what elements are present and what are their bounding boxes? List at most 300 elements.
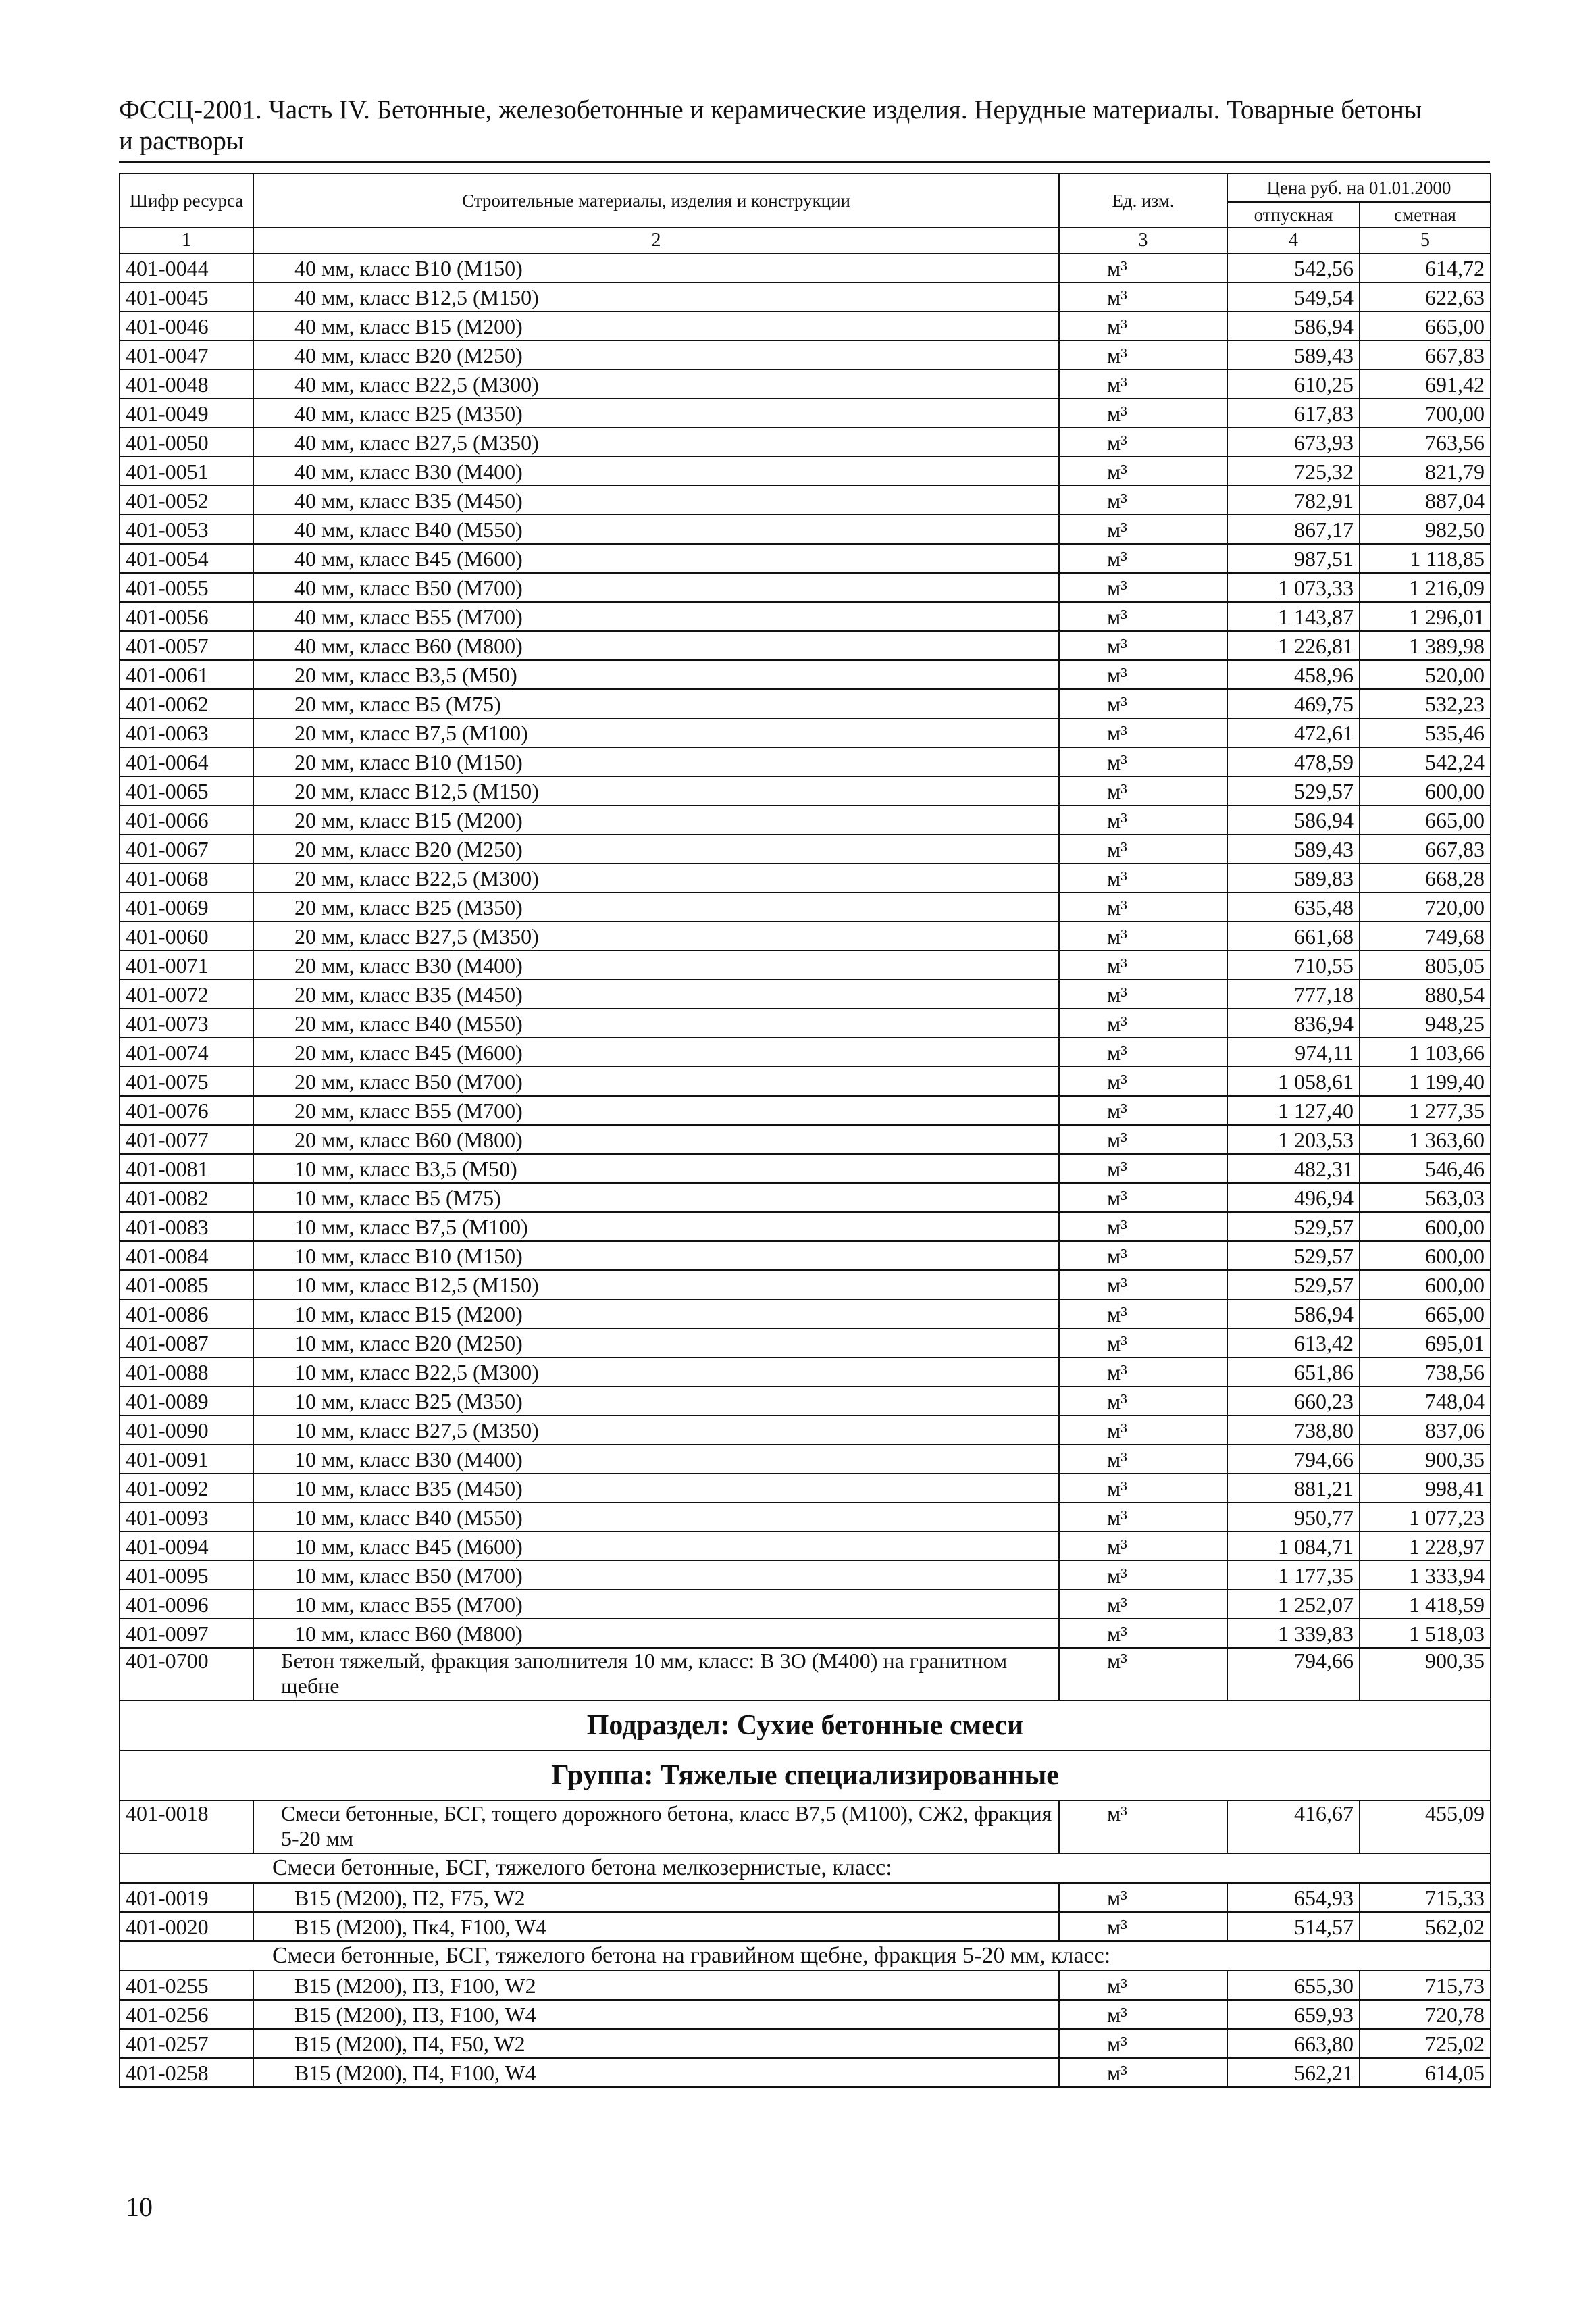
unit-cell: м³: [1059, 1801, 1227, 1853]
estimate-price: 880,54: [1360, 980, 1491, 1009]
estimate-price: 665,00: [1360, 1299, 1491, 1328]
resource-code: 401-0257: [120, 2029, 253, 2058]
unit-cell: м³: [1059, 341, 1227, 370]
table-row: [120, 1619, 1491, 1648]
resource-code: 401-0061: [120, 660, 253, 689]
release-price: 725,32: [1227, 457, 1360, 486]
table-row: [120, 573, 1491, 602]
resource-code: 401-0020: [120, 1912, 253, 1941]
material-name: 40 мм, класс В40 (М550): [253, 515, 1059, 544]
table-row: [120, 660, 1491, 689]
table-row: [120, 1912, 1491, 1941]
material-name: В15 (М200), П4, F50, W2: [253, 2029, 1059, 2058]
resource-code: 401-0089: [120, 1386, 253, 1415]
release-price: 782,91: [1227, 486, 1360, 515]
release-price: 660,23: [1227, 1386, 1360, 1415]
unit-cell: м³: [1059, 776, 1227, 805]
table-row: [120, 834, 1491, 863]
estimate-price: 749,68: [1360, 922, 1491, 951]
release-price: 1 252,07: [1227, 1590, 1360, 1619]
material-name: 40 мм, класс В30 (М400): [253, 457, 1059, 486]
resource-code: 401-0057: [120, 631, 253, 660]
table-row: [120, 1241, 1491, 1270]
material-name: 20 мм, класс В40 (М550): [253, 1009, 1059, 1038]
resource-code: 401-0082: [120, 1183, 253, 1212]
unit-cell: м³: [1059, 311, 1227, 341]
subgroup-note: Смеси бетонные, БСГ, тяжелого бетона мелкозернистые, класс:: [120, 1853, 1491, 1883]
unit-cell: м³: [1059, 863, 1227, 892]
release-price: 738,80: [1227, 1415, 1360, 1444]
release-price: 496,94: [1227, 1183, 1360, 1212]
estimate-price: 1 103,66: [1360, 1038, 1491, 1067]
resource-code: 401-0258: [120, 2058, 253, 2087]
resource-code: 401-0077: [120, 1125, 253, 1154]
estimate-price: 668,28: [1360, 863, 1491, 892]
material-name: В15 (М200), П4, F100, W4: [253, 2058, 1059, 2087]
resource-code: 401-0045: [120, 282, 253, 311]
material-name: В15 (М200), Пк4, F100, W4: [253, 1912, 1059, 1941]
resource-code: 401-0087: [120, 1328, 253, 1357]
material-name: 10 мм, класс В10 (М150): [253, 1241, 1059, 1270]
header-release-price: отпускная: [1227, 202, 1360, 228]
estimate-price: 1 199,40: [1360, 1067, 1491, 1096]
unit-cell: м³: [1059, 951, 1227, 980]
unit-cell: м³: [1059, 1067, 1227, 1096]
unit-cell: м³: [1059, 1415, 1227, 1444]
column-number: 5: [1360, 228, 1491, 253]
table-row: [120, 1801, 1491, 1853]
table-row: [120, 631, 1491, 660]
unit-cell: м³: [1059, 1503, 1227, 1532]
estimate-price: 982,50: [1360, 515, 1491, 544]
table-row: [120, 2058, 1491, 2087]
table-row: [120, 341, 1491, 370]
resource-code: 401-0068: [120, 863, 253, 892]
table-header-row: [120, 174, 1491, 202]
resource-code: 401-0050: [120, 428, 253, 457]
unit-cell: м³: [1059, 544, 1227, 573]
table-row: [120, 863, 1491, 892]
release-price: 617,83: [1227, 399, 1360, 428]
release-price: 663,80: [1227, 2029, 1360, 2058]
table-row: [120, 776, 1491, 805]
table-row: [120, 311, 1491, 341]
material-name: 10 мм, класс В30 (М400): [253, 1444, 1059, 1474]
resource-code: 401-0062: [120, 689, 253, 718]
release-price: 654,93: [1227, 1883, 1360, 1912]
header-price: Цена руб. на 01.01.2000: [1227, 174, 1491, 202]
estimate-price: 998,41: [1360, 1474, 1491, 1503]
table-row: [120, 1328, 1491, 1357]
release-price: 974,11: [1227, 1038, 1360, 1067]
unit-cell: м³: [1059, 1971, 1227, 2000]
unit-cell: м³: [1059, 1532, 1227, 1561]
table-row: [120, 922, 1491, 951]
table-row: [120, 486, 1491, 515]
release-price: 651,86: [1227, 1357, 1360, 1386]
subgroup-note-row: [120, 1853, 1491, 1883]
release-price: 836,94: [1227, 1009, 1360, 1038]
header-code: Шифр ресурса: [120, 174, 253, 228]
table-row: [120, 805, 1491, 834]
estimate-price: 546,46: [1360, 1154, 1491, 1183]
release-price: 589,83: [1227, 863, 1360, 892]
unit-cell: м³: [1059, 1648, 1227, 1701]
unit-cell: м³: [1059, 1328, 1227, 1357]
unit-cell: м³: [1059, 922, 1227, 951]
table-row: [120, 457, 1491, 486]
estimate-price: 667,83: [1360, 834, 1491, 863]
table-row: [120, 2000, 1491, 2029]
table-row: [120, 282, 1491, 311]
subgroup-note: Смеси бетонные, БСГ, тяжелого бетона на гравийном щебне, фракция 5-20 мм, класс:: [120, 1941, 1491, 1971]
unit-cell: м³: [1059, 1096, 1227, 1125]
release-price: 1 073,33: [1227, 573, 1360, 602]
estimate-price: 600,00: [1360, 1270, 1491, 1299]
estimate-price: 837,06: [1360, 1415, 1491, 1444]
resource-code: 401-0071: [120, 951, 253, 980]
release-price: 586,94: [1227, 311, 1360, 341]
header-unit: Ед. изм.: [1059, 174, 1227, 228]
estimate-price: 1 228,97: [1360, 1532, 1491, 1561]
material-name: 10 мм, класс В60 (М800): [253, 1619, 1059, 1648]
resource-code: 401-0095: [120, 1561, 253, 1590]
material-name: 20 мм, класс В27,5 (М350): [253, 922, 1059, 951]
table-row: [120, 399, 1491, 428]
estimate-price: 665,00: [1360, 805, 1491, 834]
table-row: [120, 370, 1491, 399]
resource-code: 401-0046: [120, 311, 253, 341]
unit-cell: м³: [1059, 1357, 1227, 1386]
unit-cell: м³: [1059, 457, 1227, 486]
material-name: 10 мм, класс В22,5 (М300): [253, 1357, 1059, 1386]
material-name: 40 мм, класс В35 (М450): [253, 486, 1059, 515]
table-row: [120, 1212, 1491, 1241]
unit-cell: м³: [1059, 1212, 1227, 1241]
estimate-price: 715,73: [1360, 1971, 1491, 2000]
resource-code: 401-0074: [120, 1038, 253, 1067]
table-row: [120, 1474, 1491, 1503]
table-row: [120, 718, 1491, 747]
estimate-price: 887,04: [1360, 486, 1491, 515]
material-name: 20 мм, класс В3,5 (М50): [253, 660, 1059, 689]
resource-code: 401-0094: [120, 1532, 253, 1561]
unit-cell: м³: [1059, 1444, 1227, 1474]
resource-code: 401-0052: [120, 486, 253, 515]
unit-cell: м³: [1059, 2000, 1227, 2029]
resource-code: 401-0255: [120, 1971, 253, 2000]
table-row: [120, 1009, 1491, 1038]
estimate-price: 667,83: [1360, 341, 1491, 370]
release-price: 867,17: [1227, 515, 1360, 544]
table-row: [120, 1125, 1491, 1154]
table-row: [120, 544, 1491, 573]
table-row: [120, 951, 1491, 980]
resource-code: 401-0256: [120, 2000, 253, 2029]
resource-code: 401-0093: [120, 1503, 253, 1532]
unit-cell: м³: [1059, 1590, 1227, 1619]
unit-cell: м³: [1059, 1125, 1227, 1154]
table-row: [120, 980, 1491, 1009]
release-price: 562,21: [1227, 2058, 1360, 2087]
unit-cell: м³: [1059, 1619, 1227, 1648]
material-name: 40 мм, класс В25 (М350): [253, 399, 1059, 428]
material-name: В15 (М200), П2, F75, W2: [253, 1883, 1059, 1912]
unit-cell: м³: [1059, 1474, 1227, 1503]
table-row: [120, 1270, 1491, 1299]
material-name: 10 мм, класс В7,5 (М100): [253, 1212, 1059, 1241]
release-price: 529,57: [1227, 1241, 1360, 1270]
resource-code: 401-0090: [120, 1415, 253, 1444]
table-row: [120, 1386, 1491, 1415]
material-name: 10 мм, класс В12,5 (М150): [253, 1270, 1059, 1299]
table-row: [120, 2029, 1491, 2058]
price-table: [119, 173, 1491, 2088]
estimate-price: 614,72: [1360, 253, 1491, 282]
resource-code: 401-0096: [120, 1590, 253, 1619]
release-price: 1 339,83: [1227, 1619, 1360, 1648]
release-price: 1 058,61: [1227, 1067, 1360, 1096]
material-name: 10 мм, класс В15 (М200): [253, 1299, 1059, 1328]
estimate-price: 562,02: [1360, 1912, 1491, 1941]
table-row: [120, 1096, 1491, 1125]
resource-code: 401-0060: [120, 922, 253, 951]
table-row: [120, 1503, 1491, 1532]
estimate-price: 532,23: [1360, 689, 1491, 718]
table-row: [120, 747, 1491, 776]
material-name: 20 мм, класс В25 (М350): [253, 892, 1059, 922]
resource-code: 401-0044: [120, 253, 253, 282]
release-price: 987,51: [1227, 544, 1360, 573]
resource-code: 401-0073: [120, 1009, 253, 1038]
resource-code: 401-0081: [120, 1154, 253, 1183]
estimate-price: 900,35: [1360, 1444, 1491, 1474]
release-price: 478,59: [1227, 747, 1360, 776]
release-price: 1 084,71: [1227, 1532, 1360, 1561]
unit-cell: м³: [1059, 515, 1227, 544]
table-row: [120, 1415, 1491, 1444]
release-price: 529,57: [1227, 1212, 1360, 1241]
material-name: 40 мм, класс В27,5 (М350): [253, 428, 1059, 457]
release-price: 635,48: [1227, 892, 1360, 922]
release-price: 613,42: [1227, 1328, 1360, 1357]
unit-cell: м³: [1059, 486, 1227, 515]
estimate-price: 691,42: [1360, 370, 1491, 399]
estimate-price: 1 216,09: [1360, 573, 1491, 602]
release-price: 655,30: [1227, 1971, 1360, 2000]
unit-cell: м³: [1059, 892, 1227, 922]
material-name: 40 мм, класс В45 (М600): [253, 544, 1059, 573]
material-name: В15 (М200), П3, F100, W4: [253, 2000, 1059, 2029]
estimate-price: 720,78: [1360, 2000, 1491, 2029]
resource-code: 401-0019: [120, 1883, 253, 1912]
estimate-price: 1 518,03: [1360, 1619, 1491, 1648]
table-row: [120, 515, 1491, 544]
estimate-price: 600,00: [1360, 1212, 1491, 1241]
material-name: 10 мм, класс В5 (М75): [253, 1183, 1059, 1212]
release-price: 950,77: [1227, 1503, 1360, 1532]
estimate-price: 1 389,98: [1360, 631, 1491, 660]
unit-cell: м³: [1059, 1038, 1227, 1067]
material-name: 40 мм, класс В10 (М150): [253, 253, 1059, 282]
column-number: 1: [120, 228, 253, 253]
unit-cell: м³: [1059, 370, 1227, 399]
resource-code: 401-0054: [120, 544, 253, 573]
unit-cell: м³: [1059, 834, 1227, 863]
unit-cell: м³: [1059, 1386, 1227, 1415]
unit-cell: м³: [1059, 1270, 1227, 1299]
estimate-price: 805,05: [1360, 951, 1491, 980]
unit-cell: м³: [1059, 573, 1227, 602]
material-name: 10 мм, класс В20 (М250): [253, 1328, 1059, 1357]
subsection-title: Подраздел: Сухие бетонные смеси: [120, 1701, 1491, 1751]
estimate-price: 695,01: [1360, 1328, 1491, 1357]
unit-cell: м³: [1059, 399, 1227, 428]
unit-cell: м³: [1059, 1299, 1227, 1328]
material-name: 20 мм, класс В12,5 (М150): [253, 776, 1059, 805]
subsection-title-row: [120, 1701, 1491, 1751]
release-price: 794,66: [1227, 1648, 1360, 1701]
release-price: 1 203,53: [1227, 1125, 1360, 1154]
estimate-price: 1 296,01: [1360, 602, 1491, 631]
resource-code: 401-0065: [120, 776, 253, 805]
material-name: 10 мм, класс В27,5 (М350): [253, 1415, 1059, 1444]
material-name: 20 мм, класс В45 (М600): [253, 1038, 1059, 1067]
material-name: 20 мм, класс В15 (М200): [253, 805, 1059, 834]
resource-code: 401-0051: [120, 457, 253, 486]
group-title-row: [120, 1751, 1491, 1801]
estimate-price: 763,56: [1360, 428, 1491, 457]
release-price: 586,94: [1227, 1299, 1360, 1328]
resource-code: 401-0066: [120, 805, 253, 834]
release-price: 458,96: [1227, 660, 1360, 689]
release-price: 1 143,87: [1227, 602, 1360, 631]
table-row: [120, 428, 1491, 457]
material-name: 20 мм, класс В5 (М75): [253, 689, 1059, 718]
release-price: 777,18: [1227, 980, 1360, 1009]
material-name: 40 мм, класс В55 (М700): [253, 602, 1059, 631]
unit-cell: м³: [1059, 1009, 1227, 1038]
material-name: 40 мм, класс В60 (М800): [253, 631, 1059, 660]
release-price: 659,93: [1227, 2000, 1360, 2029]
table-row: [120, 1971, 1491, 2000]
release-price: 469,75: [1227, 689, 1360, 718]
unit-cell: м³: [1059, 660, 1227, 689]
material-name: 10 мм, класс В55 (М700): [253, 1590, 1059, 1619]
resource-code: 401-0097: [120, 1619, 253, 1648]
material-name: 40 мм, класс В20 (М250): [253, 341, 1059, 370]
estimate-price: 748,04: [1360, 1386, 1491, 1415]
resource-code: 401-0700: [120, 1648, 253, 1701]
table-row: [120, 1444, 1491, 1474]
table-row: [120, 1154, 1491, 1183]
release-price: 589,43: [1227, 341, 1360, 370]
unit-cell: м³: [1059, 631, 1227, 660]
material-name: 10 мм, класс В40 (М550): [253, 1503, 1059, 1532]
material-name: 10 мм, класс В50 (М700): [253, 1561, 1059, 1590]
table-row: [120, 1038, 1491, 1067]
release-price: 710,55: [1227, 951, 1360, 980]
table-row: [120, 1648, 1491, 1701]
table-row: [120, 602, 1491, 631]
table-row: [120, 1590, 1491, 1619]
unit-cell: м³: [1059, 428, 1227, 457]
release-price: 673,93: [1227, 428, 1360, 457]
subgroup-note-row: [120, 1941, 1491, 1971]
estimate-price: 600,00: [1360, 776, 1491, 805]
resource-code: 401-0063: [120, 718, 253, 747]
table-row: [120, 1561, 1491, 1590]
resource-code: 401-0053: [120, 515, 253, 544]
column-number: 3: [1059, 228, 1227, 253]
release-price: 529,57: [1227, 1270, 1360, 1299]
release-price: 514,57: [1227, 1912, 1360, 1941]
release-price: 1 127,40: [1227, 1096, 1360, 1125]
estimate-price: 665,00: [1360, 311, 1491, 341]
table-row: [120, 1532, 1491, 1561]
release-price: 586,94: [1227, 805, 1360, 834]
resource-code: 401-0056: [120, 602, 253, 631]
estimate-price: 738,56: [1360, 1357, 1491, 1386]
estimate-price: 614,05: [1360, 2058, 1491, 2087]
unit-cell: м³: [1059, 2058, 1227, 2087]
estimate-price: 725,02: [1360, 2029, 1491, 2058]
release-price: 1 226,81: [1227, 631, 1360, 660]
material-name: 20 мм, класс В35 (М450): [253, 980, 1059, 1009]
resource-code: 401-0048: [120, 370, 253, 399]
resource-code: 401-0075: [120, 1067, 253, 1096]
material-name: 10 мм, класс В25 (М350): [253, 1386, 1059, 1415]
unit-cell: м³: [1059, 1561, 1227, 1590]
release-price: 529,57: [1227, 776, 1360, 805]
estimate-price: 563,03: [1360, 1183, 1491, 1212]
estimate-price: 520,00: [1360, 660, 1491, 689]
table-row: [120, 1299, 1491, 1328]
material-name: 10 мм, класс В35 (М450): [253, 1474, 1059, 1503]
table-row: [120, 253, 1491, 282]
material-name: 20 мм, класс В50 (М700): [253, 1067, 1059, 1096]
estimate-price: 542,24: [1360, 747, 1491, 776]
material-name: 10 мм, класс В3,5 (М50): [253, 1154, 1059, 1183]
group-title: Группа: Тяжелые специализированные: [120, 1751, 1491, 1801]
release-price: 1 177,35: [1227, 1561, 1360, 1590]
header-estimate-price: сметная: [1360, 202, 1491, 228]
unit-cell: м³: [1059, 282, 1227, 311]
resource-code: 401-0064: [120, 747, 253, 776]
estimate-price: 700,00: [1360, 399, 1491, 428]
release-price: 482,31: [1227, 1154, 1360, 1183]
estimate-price: 948,25: [1360, 1009, 1491, 1038]
resource-code: 401-0091: [120, 1444, 253, 1474]
release-price: 881,21: [1227, 1474, 1360, 1503]
unit-cell: м³: [1059, 689, 1227, 718]
unit-cell: м³: [1059, 602, 1227, 631]
unit-cell: м³: [1059, 980, 1227, 1009]
resource-code: 401-0088: [120, 1357, 253, 1386]
header-materials: Строительные материалы, изделия и конструкции: [253, 174, 1059, 228]
material-name: 40 мм, класс В50 (М700): [253, 573, 1059, 602]
resource-code: 401-0092: [120, 1474, 253, 1503]
unit-cell: м³: [1059, 1883, 1227, 1912]
unit-cell: м³: [1059, 2029, 1227, 2058]
material-name: 40 мм, класс В12,5 (М150): [253, 282, 1059, 311]
resource-code: 401-0018: [120, 1801, 253, 1853]
unit-cell: м³: [1059, 747, 1227, 776]
estimate-price: 1 118,85: [1360, 544, 1491, 573]
material-name: 20 мм, класс В22,5 (М300): [253, 863, 1059, 892]
unit-cell: м³: [1059, 1241, 1227, 1270]
estimate-price: 1 277,35: [1360, 1096, 1491, 1125]
